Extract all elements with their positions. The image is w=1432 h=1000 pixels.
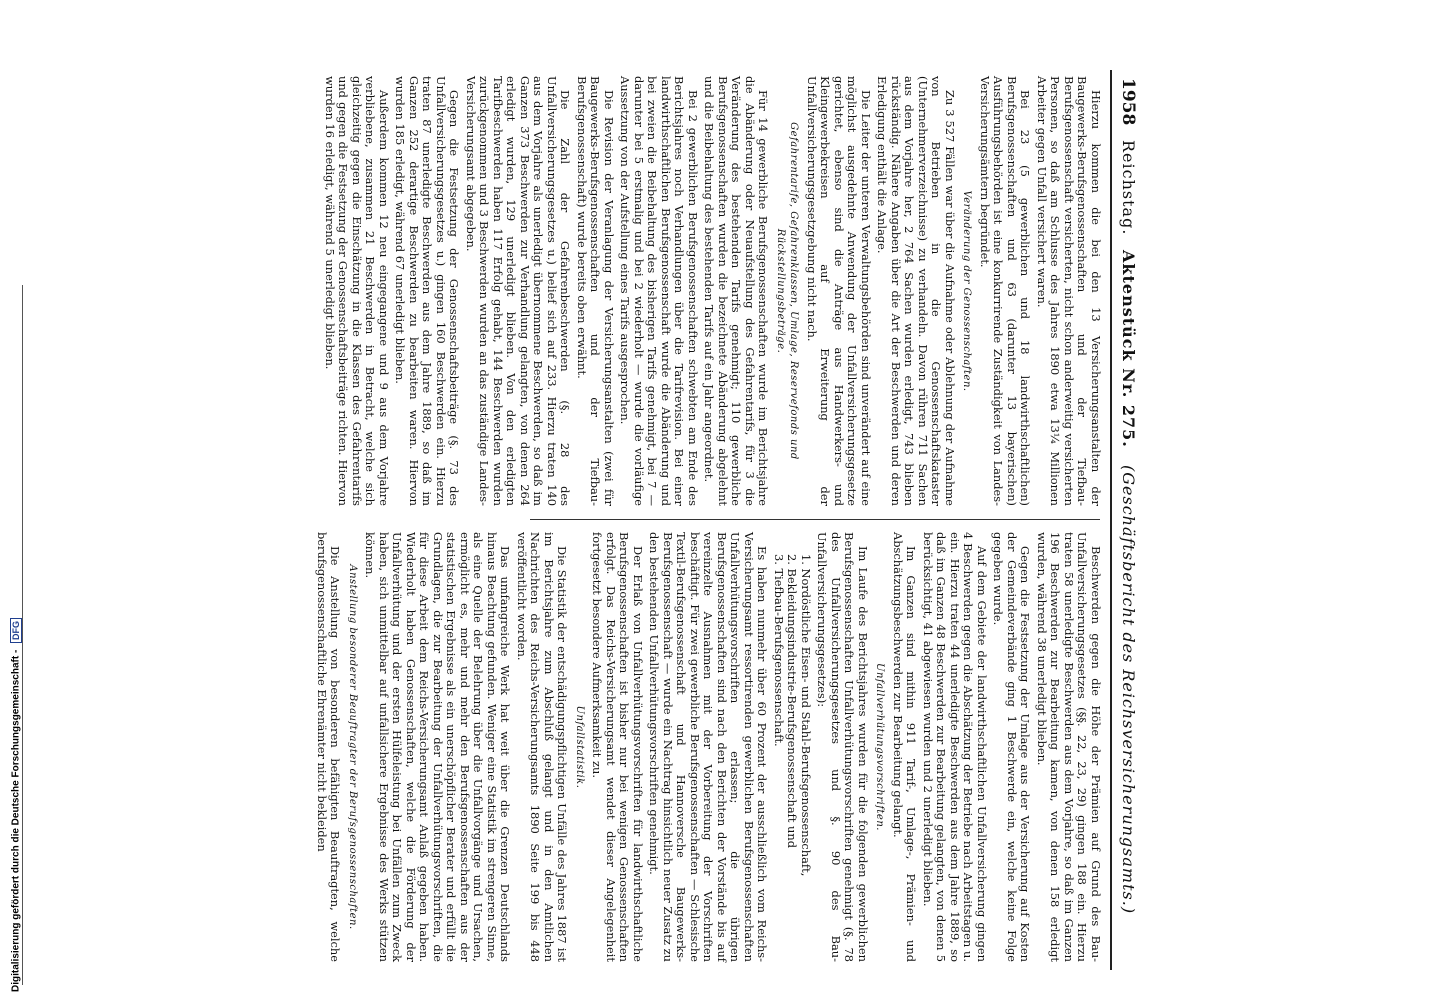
scan-margin-line xyxy=(22,285,23,985)
issue-label: Aktenstück Nr. 275. xyxy=(1119,250,1138,448)
list-item: 2. Bekleidungsindustrie-Berufsgenossenschaft und xyxy=(785,554,800,849)
section-heading: Unfallstatistik. xyxy=(574,705,585,789)
side-caption xyxy=(0,0,20,1000)
paragraph: Auf dem Gebiete der landwirthschaftlichen Unfallversicherung gingen 4 Beschwerden gegen die Abschätzung der Betriebe nach Arbeitstagen u. ein. Hierzu traten 44 unerledigte Beschwerden aus dem Jahre 1889, so daß im Ganzen 48 Beschwerden zur Bearbeitung gelangten, von denen 5 berücksichtigt, 41 abgewiesen wurden und 2 unerledigt blieben. xyxy=(921,532,989,962)
section-heading: Unfallverhütungsvorschriften. xyxy=(874,663,886,831)
dfg-logo-icon: DFG xyxy=(10,618,22,643)
paragraph: Der Erlaß von Unfallverhütungsvorschriften für landwirthschaftliche Berufsgenossenschaften ist bisher nur bei wenigen Genossenschaften erfolgt. Das Reichs-Versicherungsamt wendet dieser Angelegenheit fortgesetzt besondere Aufmerksamkeit zu. xyxy=(590,532,645,962)
side-caption-text: Digitalisierung gefördert durch die Deutsche Forschungsgemeinschaft - xyxy=(10,649,22,992)
paragraph: Gegen die Festsetzung der Umlage aus der Versicherung auf Kosten der Gemeindeverbände ging 1 Beschwerde ein, welche keine Folge gegeben wurde. xyxy=(991,532,1033,962)
enumerated-list xyxy=(772,554,813,962)
section-heading: Anstellung besonderer Beauftragter der Berufsgenossenschaften. xyxy=(347,564,358,930)
paragraph: Die Zahl der Gefahrenbeschwerden (§. 28 des Unfallversicherungsgesetzes u.) belief sich auf 233. Hierzu traten 140 aus dem Vorjahre als unerledigt übernommene Beschwerden, so daß im Ganzen 373 Beschwerden zur Verhandlung gelangten, von denen 264 erledigt wurden, 129 unerledigt blieben. Von den erledigten Tarifbeschwerden haben 117 Erfolg gehabt, 144 Beschwerden wurden zurückgenommen und 3 Beschwerden wurden an das zuständige Landes-Versicherungsamt abgegeben. xyxy=(464,76,573,506)
paragraph: Außerdem kommen 12 neu eingegangene und 9 aus dem Vorjahre verbliebene, zusammen 21 Beschwerden in Betracht, welche sich gleichzeitig gegen die Einschätzung in die Klassen des Gefahrentarifs und gegen die Festsetzung der Genossenschaftsbeiträge richten. Hiervon wurden 16 erledigt, während 5 unerledigt blieben. xyxy=(323,76,391,506)
left-column xyxy=(320,76,1103,506)
paragraph: Zu 3 527 Fällen war über die Aufnahme oder Ablehnung der Aufnahme von Betrieben in die Genossenschaftskataster (Unternehmerverzeichnisse) zu verhandeln. Davon rühren 711 Sachen aus dem Vorjahre her, 2 764 Sachen wurden erledigt, 743 blieben rückständig. Nähere Angaben über die Art der Beschwerden und deren Erledigung enthält die Anlage. xyxy=(875,76,957,506)
paragraph: Bei 23 (5 gewerblichen und 18 landwirthschaftlichen) Berufsgenossenschaften und 63 (darunter 13 bayerischen) Ausführungsbehörden ist eine konkurrirende Zuständigkeit von Landes-Versicherungsämtern begründet. xyxy=(978,76,1033,506)
header-rule xyxy=(1110,70,1112,970)
section-heading: Gefahrentarife, Gefahrenklassen, Umlage, Reservefonds und Rückstellungsbeträge. xyxy=(775,122,800,460)
paragraph: Die Statistik der entschädigungspflichtigen Unfälle des Jahres 1887 ist im Berichtsjahre zum Abschluß gelangt und in den Amtlichen Nachrichten des Reichs-Versicherungsamts 1890 Seite 199 bis 448 veröffentlicht worden. xyxy=(515,532,570,962)
page-number: 1958 xyxy=(1118,78,1138,126)
column-divider xyxy=(530,519,1100,520)
list-item: 1. Nordöstliche Eisen- und Stahl-Berufsgenossenschaft, xyxy=(799,554,813,877)
paragraph: Es haben nunmehr über 60 Prozent der ausschließlich vom Reichs-Versicherungsamt ressortirenden gewerblichen Berufsgenossenschaften Unfallverhütungsvorschriften erlassen; die übrigen Berufsgenossenschaften sind nach den Berichten der Vorstände bis auf vereinzelte Ausnahmen mit der Vorbereitung der Vorschriften beschäftigt. Für zwei gewerbliche Berufsgenossenschaften — Schlesische Textil-Berufsgenossenschaft und Hannoversche Baugewerks-Berufsgenossenschaft — wurde ein Nachtrag hinsichtlich neuer Zusatz zu den bestehenden Unfallverhütungsvorschriften genehmigt. xyxy=(647,532,770,962)
paragraph: Die Leiter der unteren Verwaltungsbehörden sind unverändert auf eine möglichst ausgedehnte Anwendung der Unfallversicherungsgesetze gerichtet, ebenso sind die Anträge aus Handwerkers- und Kleingewerbekreisen auf Erweiterung der Unfallversicherungsgesetzgebung nicht nach. xyxy=(805,76,873,506)
paragraph: Im Ganzen sind mithin 911 Tarif-, Umlage-, Prämien- und Abschätzungsbeschwerden zur Bearbeitung gelangt. xyxy=(891,532,919,962)
page-title: Reichstag. xyxy=(1119,140,1138,236)
section-heading: Veränderung der Genossenschaften. xyxy=(961,190,973,392)
paragraph: Bei 2 gewerblichen Berufsgenossenschaften schwebten am Ende des Berichtsjahres noch Verhandlungen über die Tarifrevision. Bei einer landwirthschaftlichen Berufsgenossenschaft wurde die Abänderung und bei zweien die Beibehaltung des bisherigen Tarifs genehmigt, bei 7 — darunter bei 5 erstmalig und bei 2 wiederholt — wurde die vorläufige Aussetzung von der Aufstellung eines Tarifs ausgesprochen. xyxy=(618,76,700,506)
paragraph: Das umfangreiche Werk hat weit über die Grenzen Deutschlands hinaus Beachtung gefunden. Weniger eine Statistik im strengeren Sinne, als eine Quelle der Belehrung über die Unfallvorgänge und Ursachen, ermöglicht es, mehr und mehr den Berufsgenossenschaften aus der statistischen Ergebnisse als ein unerschöpflicher Berater und erfüllt die Grundlagen, die zur Bearbeitung der Unfallverhütungsvorschriften, die für diese Arbeit dem Reichs-Versicherungsamt Anlaß gegeben haben. Wiederholt haben Genossenschaften, welche die Förderung der Unfallverhütung und der ersten Hülfeleistung bei Unfällen zum Zweck haben, sich unmittelbar auf unfallsichere Ergebnisse des Werks stützen können. xyxy=(363,532,513,962)
paragraph: Beschwerden gegen die Höhe der Prämien auf Grund des Bau-Unfallversicherungsgesetzes (§§. 22, 23, 29) gingen 188 ein. Hierzu traten 58 unerledigte Beschwerden aus dem Vorjahre, so daß im Ganzen 196 Beschwerden zur Bearbeitung kamen, von denen 158 erledigt wurden, während 38 unerledigt blieben. xyxy=(1035,532,1103,962)
paragraph: Die Revision der Veranlagung der Versicherungsanstalten (zwei für Baugewerks-Berufsgenossenschaften und der Tiefbau-Berufsgenossenschaft) wurde bereits oben erwähnt. xyxy=(575,76,616,506)
paragraph: Im Laufe des Berichtsjahres wurden für die folgenden gewerblichen Berufsgenossenschaften Unfallverhütungsvorschriften genehmigt (§. 78 des Unfallversicherungsgesetzes und §. 90 des Bau-Unfallversicherungsgesetzes): xyxy=(815,532,870,962)
paragraph: Hierzu kommen die bei den 13 Versicherungsanstalten der Baugewerks-Berufsgenossenschaften und der Tiefbau-Berufsgenossenschaft versicherten, nicht schon anderweitig versicherten Personen, so daß am Schlusse des Jahres 1890 etwa 13¼ Millionen Arbeiter gegen Unfall versichert waren. xyxy=(1035,76,1103,506)
rotated-printed-page xyxy=(130,70,1140,970)
paragraph: Die Anstellung von besonderen befähigten Beauftragten, welche berufsgenossenschaftliche Ehrenämter nicht bekleiden xyxy=(315,532,343,962)
list-item: 3. Tiefbau-Berufsgenossenschaft. xyxy=(772,554,786,747)
paragraph: Für 14 gewerbliche Berufsgenossenschaften wurde im Berichtsjahre die Abänderung oder Neuaufstellung des Gefahrentarifs, für 3 die Veränderung des bestehenden Tarifs genehmigt; 110 gewerbliche Berufsgenossenschaften wurden die bezeichnete Abänderung abgelehnt und die Beibehaltung des bestehenden Tarifs auf ein Jahr angeordnet. xyxy=(702,76,771,506)
page-header xyxy=(1114,70,1140,970)
report-title: (Geschäftsbericht des Reichsversicherungsamts.) xyxy=(1119,465,1138,915)
paragraph: Gegen die Festsetzung der Genossenschaftsbeiträge (§. 73 des Unfallversicherungsgesetzes u.) gingen 160 Beschwerden ein. Hierzu traten 87 unerledigte Beschwerden aus dem Jahre 1889, so daß im Ganzen 252 derartige Beschwerden zu bearbeiten waren. Hiervon wurden 185 erledigt, während 67 unerledigt blieben. xyxy=(393,76,462,506)
right-column xyxy=(312,532,1103,962)
